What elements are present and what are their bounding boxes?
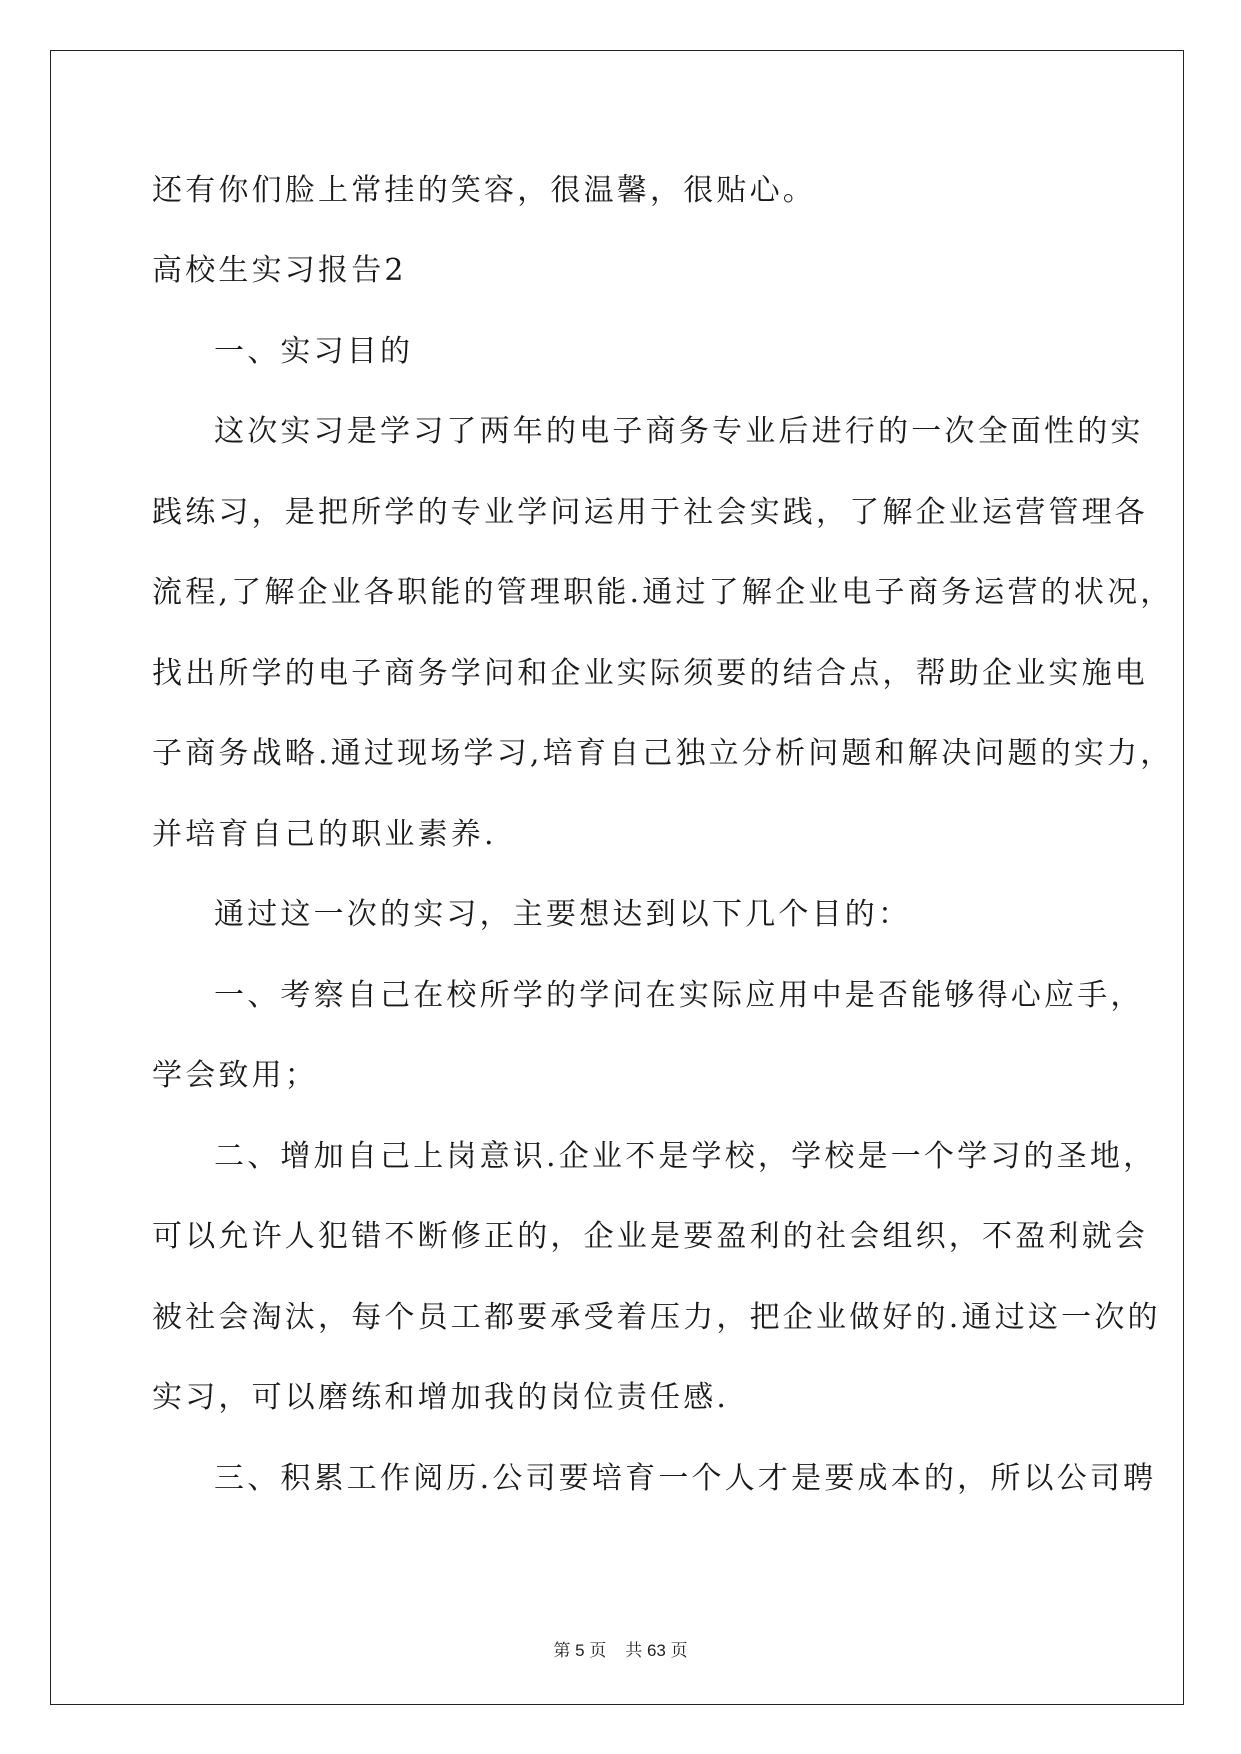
paragraph-line: 并培育自己的职业素养. <box>152 817 497 852</box>
paragraph-line: 通过这一次的实习，主要想达到以下几个目的： <box>214 897 912 932</box>
paragraph-line: 这次实习是学习了两年的电子商务专业后进行的一次全面性的实 <box>214 414 1144 449</box>
list-item: 一、考察自己在校所学的学问在实际应用中是否能够得心应手， <box>214 978 1144 1013</box>
paragraph-line: 还有你们脸上常挂的笑容，很温馨，很贴心。 <box>152 173 816 208</box>
section-title: 高校生实习报告2 <box>152 253 407 288</box>
list-item: 三、积累工作阅历.公司要培育一个人才是要成本的，所以公司聘 <box>214 1461 1157 1496</box>
paragraph-line: 践练习，是把所学的专业学问运用于社会实践，了解企业运营管理各 <box>152 495 1148 530</box>
paragraph-line: 实习，可以磨练和增加我的岗位责任感. <box>152 1380 730 1415</box>
page-number: 第 5 页 共 63 页 <box>553 1641 688 1660</box>
paragraph-line: 找出所学的电子商务学问和企业实际须要的结合点，帮助企业实施电 <box>152 656 1148 691</box>
paragraph-line: 流程,了解企业各职能的管理职能.通过了解企业电子商务运营的状况， <box>152 575 1174 610</box>
paragraph-line: 可以允许人犯错不断修正的，企业是要盈利的社会组织，不盈利就会 <box>152 1219 1148 1254</box>
page-border <box>50 50 1184 1705</box>
paragraph-line: 被社会淘汰，每个员工都要承受着压力，把企业做好的.通过这一次的 <box>152 1300 1161 1335</box>
heading-purpose: 一、实习目的 <box>214 334 414 369</box>
list-item: 二、增加自己上岗意识.企业不是学校，学校是一个学习的圣地， <box>214 1139 1157 1174</box>
paragraph-line: 子商务战略.通过现场学习,培育自己独立分析问题和解决问题的实力， <box>152 736 1174 771</box>
paragraph-line: 学会致用； <box>152 1058 318 1093</box>
